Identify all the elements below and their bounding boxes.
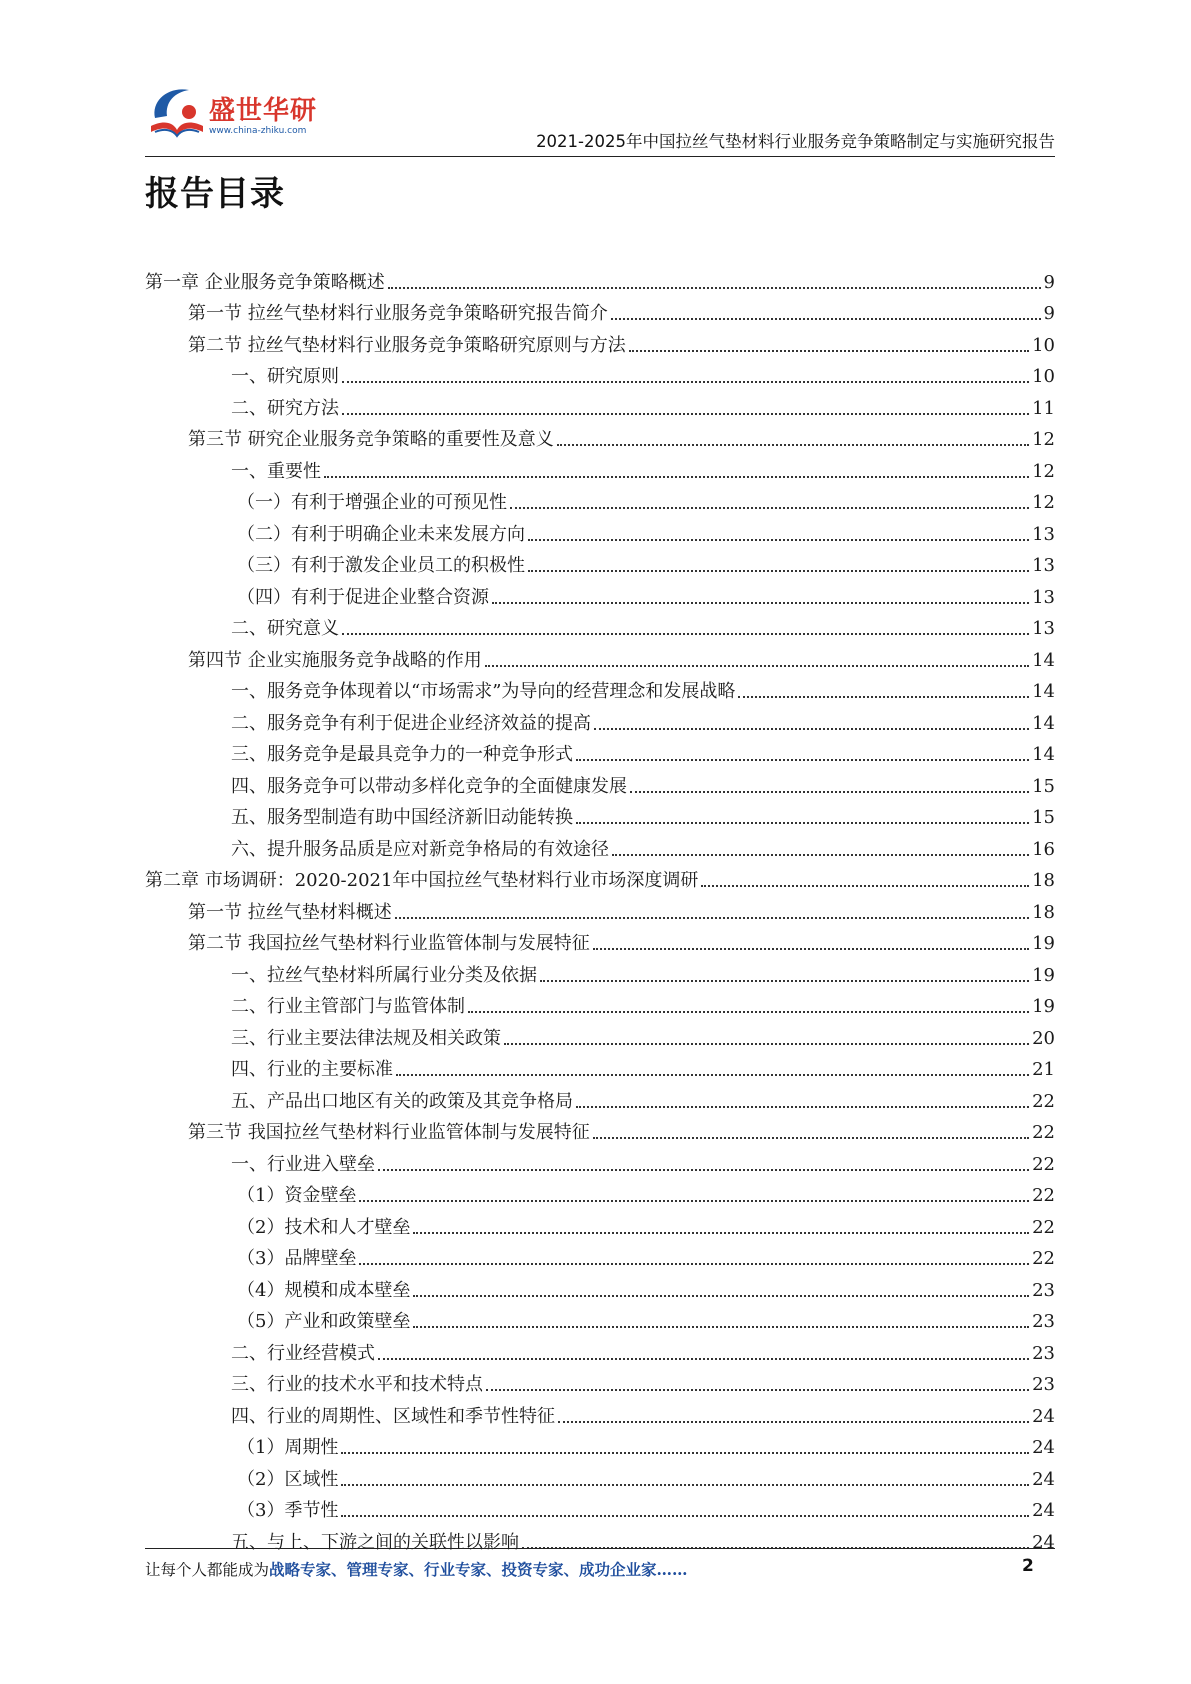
toc-entry-title: 二、行业经营模式 [231, 1342, 375, 1364]
toc-entry-title: （四）有利于促进企业整合资源 [237, 586, 489, 608]
toc-leader-dots [341, 1484, 1029, 1486]
toc-leader-dots [359, 1200, 1029, 1202]
toc-entry-title: 第一章 企业服务竞争策略概述 [145, 271, 385, 293]
toc-entry-title: 第三节 研究企业服务竞争策略的重要性及意义 [188, 429, 554, 450]
toc-leader-dots [341, 1515, 1029, 1517]
toc-entry[interactable] [145, 1396, 1055, 1428]
toc-leader-dots [738, 696, 1029, 698]
toc-entry-page: 24 [1032, 1468, 1055, 1490]
toc-entry-page: 14 [1032, 712, 1055, 734]
toc-entry[interactable] [145, 357, 1055, 389]
toc-entry-page: 12 [1032, 460, 1055, 482]
toc-entry[interactable] [145, 735, 1055, 767]
toc-entry[interactable] [145, 1207, 1055, 1239]
toc-entry-title: 三、服务竞争是最具竞争力的一种竞争形式 [231, 744, 573, 765]
toc-entry-title: 二、行业主管部门与监管体制 [231, 996, 465, 1017]
toc-entry-page: 14 [1032, 744, 1055, 765]
toc-entry[interactable] [145, 451, 1055, 483]
toc-entry-title: （4）规模和成本壁垒 [237, 1279, 411, 1301]
toc-entry-page: 13 [1032, 555, 1055, 576]
logo-name: 盛世华研 [209, 96, 318, 126]
footer-slogan-prefix: 让每个人都能成为 [145, 1561, 270, 1579]
toc-entry-page: 22 [1032, 1185, 1055, 1206]
toc-entry-title: （2）区域性 [237, 1468, 339, 1490]
toc-entry-page: 22 [1032, 1122, 1055, 1143]
toc-leader-dots [558, 1421, 1029, 1423]
toc-entry[interactable] [145, 861, 1055, 893]
toc-entry[interactable] [145, 483, 1055, 515]
toc-entry-title: 四、行业的周期性、区域性和季节性特征 [231, 1405, 555, 1427]
toc-entry[interactable] [145, 1144, 1055, 1176]
toc-entry-title: 第二节 拉丝气垫材料行业服务竞争策略研究原则与方法 [188, 334, 626, 356]
logo-url: www.china-zhiku.com [209, 126, 307, 136]
toc-entry-page: 24 [1032, 1500, 1055, 1521]
toc-entry-page: 23 [1032, 1342, 1055, 1364]
toc-entry-page: 9 [1043, 303, 1055, 324]
toc-entry-title: （二）有利于明确企业未来发展方向 [237, 523, 525, 545]
toc-entry[interactable] [145, 1018, 1055, 1050]
toc-entry[interactable] [145, 1239, 1055, 1271]
toc-entry-page: 13 [1032, 618, 1055, 639]
toc-entry[interactable] [145, 262, 1055, 294]
toc-entry-page: 11 [1032, 397, 1055, 419]
toc-leader-dots [528, 539, 1029, 541]
toc-leader-dots [485, 665, 1029, 667]
toc-entry-page: 13 [1032, 586, 1055, 608]
toc-entry[interactable] [145, 1365, 1055, 1397]
toc-entry-page: 24 [1032, 1405, 1055, 1427]
toc-entry-page: 19 [1032, 933, 1055, 954]
toc-entry-title: 第三节 我国拉丝气垫材料行业监管体制与发展特征 [188, 1122, 590, 1143]
toc-entry[interactable] [145, 325, 1055, 357]
toc-entry[interactable] [145, 1270, 1055, 1302]
toc-entry-title: 三、行业主要法律法规及相关政策 [231, 1027, 501, 1049]
toc-leader-dots [576, 822, 1029, 824]
toc-entry[interactable] [145, 766, 1055, 798]
toc-leader-dots [611, 318, 1041, 320]
toc-entry-page: 14 [1032, 681, 1055, 702]
toc-entry-page: 15 [1032, 807, 1055, 828]
toc-entry-page: 14 [1032, 649, 1055, 671]
toc-entry-page: 12 [1032, 429, 1055, 450]
toc-entry-page: 22 [1032, 1090, 1055, 1112]
toc-leader-dots [486, 1389, 1029, 1391]
toc-entry-page: 21 [1032, 1059, 1055, 1080]
toc-entry-title: （3）品牌壁垒 [237, 1248, 357, 1269]
toc-entry-title: 二、研究方法 [231, 397, 339, 419]
toc-entry-page: 13 [1032, 523, 1055, 545]
toc-leader-dots [594, 728, 1029, 730]
footer-divider [145, 1548, 1055, 1549]
toc-entry[interactable] [145, 609, 1055, 641]
toc-entry-page: 23 [1032, 1311, 1055, 1332]
toc-entry-title: 第二节 我国拉丝气垫材料行业监管体制与发展特征 [188, 933, 590, 954]
toc-entry-title: （2）技术和人才壁垒 [237, 1216, 411, 1238]
toc-entry-page: 12 [1032, 492, 1055, 513]
toc-leader-dots [593, 1137, 1029, 1139]
toc-entry-page: 22 [1032, 1153, 1055, 1175]
toc-leader-dots [492, 602, 1029, 604]
toc-leader-dots [576, 759, 1029, 761]
toc-entry[interactable] [145, 1333, 1055, 1365]
toc-entry-title: 一、服务竞争体现着以“市场需求”为导向的经营理念和发展战略 [231, 681, 736, 702]
toc-entry-page: 23 [1032, 1374, 1055, 1395]
brand-logo [145, 82, 335, 146]
toc-leader-dots [395, 917, 1029, 919]
toc-entry-title: （5）产业和政策壁垒 [237, 1311, 411, 1332]
toc-leader-dots [396, 1074, 1029, 1076]
toc-entry-title: 一、拉丝气垫材料所属行业分类及依据 [231, 964, 537, 986]
toc-entry-title: 二、服务竞争有利于促进企业经济效益的提高 [231, 712, 591, 734]
report-title: 2021-2025年中国拉丝气垫材料行业服务竞争策略制定与实施研究报告 [536, 132, 1055, 151]
book-swoosh-logo-icon [145, 82, 207, 144]
toc-entry[interactable] [145, 672, 1055, 704]
toc-entry[interactable] [145, 1081, 1055, 1113]
toc-entry[interactable] [145, 1176, 1055, 1208]
footer-slogan-emphasis: 战略专家、管理专家、行业专家、投资专家、成功企业家…… [269, 1560, 688, 1579]
page-header [145, 78, 1055, 158]
toc-leader-dots [342, 381, 1029, 383]
toc-entry[interactable] [145, 703, 1055, 735]
toc-entry-title: 四、服务竞争可以带动多样化竞争的全面健康发展 [231, 775, 627, 797]
toc-entry-title: 第四节 企业实施服务竞争战略的作用 [188, 649, 482, 671]
toc-leader-dots [576, 1106, 1029, 1108]
toc-leader-dots [629, 350, 1029, 352]
toc-entry-page: 23 [1032, 1279, 1055, 1301]
toc-entry-page: 9 [1043, 271, 1055, 293]
toc-leader-dots [528, 570, 1029, 572]
toc-entry-title: （3）季节性 [237, 1500, 339, 1521]
toc-entry-title: 四、行业的主要标准 [231, 1059, 393, 1080]
toc-entry-title: （三）有利于激发企业员工的积极性 [237, 555, 525, 576]
toc-leader-dots [593, 948, 1029, 950]
toc-entry-title: 第一节 拉丝气垫材料行业服务竞争策略研究报告简介 [188, 303, 608, 324]
toc-entry[interactable] [145, 1428, 1055, 1460]
toc-entry[interactable] [145, 892, 1055, 924]
toc-leader-dots [413, 1232, 1029, 1234]
toc-heading: 报告目录 [145, 174, 285, 214]
toc-entry-title: 二、研究意义 [231, 618, 339, 639]
toc-leader-dots [388, 287, 1041, 289]
footer-slogan [145, 1558, 688, 1580]
toc-entry-title: （一）有利于增强企业的可预见性 [237, 492, 507, 513]
toc-entry[interactable] [145, 640, 1055, 672]
toc-entry[interactable] [145, 829, 1055, 861]
toc-entry[interactable] [145, 577, 1055, 609]
page-number: 2 [1022, 1556, 1034, 1576]
toc-entry-title: 第二章 市场调研：2020-2021年中国拉丝气垫材料行业市场深度调研 [145, 870, 699, 891]
toc-entry-title: （1）周期性 [237, 1437, 339, 1458]
toc-entry[interactable] [145, 388, 1055, 420]
toc-entry-page: 18 [1032, 870, 1055, 891]
toc-leader-dots [557, 444, 1029, 446]
toc-entry-page: 18 [1032, 901, 1055, 923]
toc-entry-page: 24 [1032, 1531, 1055, 1553]
toc-leader-dots [510, 507, 1029, 509]
toc-entry[interactable] [145, 987, 1055, 1019]
toc-entry-page: 10 [1032, 334, 1055, 356]
toc-leader-dots [504, 1043, 1029, 1045]
toc-entry[interactable] [145, 955, 1055, 987]
toc-leader-dots [468, 1011, 1029, 1013]
toc-leader-dots [378, 1358, 1029, 1360]
header-divider [145, 156, 1055, 157]
toc-leader-dots [701, 885, 1029, 887]
toc-entry-title: 一、研究原则 [231, 366, 339, 387]
toc-entry-page: 10 [1032, 366, 1055, 387]
toc-entry[interactable] [145, 514, 1055, 546]
toc-entry-page: 19 [1032, 964, 1055, 986]
toc-entry-title: 一、行业进入壁垒 [231, 1153, 375, 1175]
toc-leader-dots [413, 1295, 1029, 1297]
toc-entry[interactable] [145, 1459, 1055, 1491]
toc-entry[interactable] [145, 1113, 1055, 1145]
toc-leader-dots [378, 1169, 1029, 1171]
toc-entry-page: 20 [1032, 1027, 1055, 1049]
toc-leader-dots [341, 1452, 1029, 1454]
toc-entry[interactable] [145, 1491, 1055, 1523]
toc-leader-dots [413, 1326, 1029, 1328]
toc-leader-dots [342, 413, 1029, 415]
toc-entry-title: 三、行业的技术水平和技术特点 [231, 1374, 483, 1395]
toc-entry[interactable] [145, 1050, 1055, 1082]
toc-entry-page: 22 [1032, 1216, 1055, 1238]
toc-leader-dots [342, 633, 1029, 635]
table-of-contents [145, 262, 1055, 1554]
toc-leader-dots [540, 980, 1029, 982]
toc-entry[interactable] [145, 924, 1055, 956]
toc-entry-title: 五、产品出口地区有关的政策及其竞争格局 [231, 1090, 573, 1112]
toc-entry[interactable] [145, 294, 1055, 326]
toc-entry[interactable] [145, 546, 1055, 578]
toc-leader-dots [612, 854, 1029, 856]
toc-entry-page: 22 [1032, 1248, 1055, 1269]
toc-entry-title: 第一节 拉丝气垫材料概述 [188, 901, 392, 923]
toc-entry-title: 五、与上、下游之间的关联性以影响 [231, 1531, 519, 1553]
toc-entry-page: 19 [1032, 996, 1055, 1017]
toc-leader-dots [630, 791, 1029, 793]
toc-entry-title: 六、提升服务品质是应对新竞争格局的有效途径 [231, 838, 609, 860]
toc-entry[interactable] [145, 798, 1055, 830]
toc-entry-title: 五、服务型制造有助中国经济新旧动能转换 [231, 807, 573, 828]
toc-leader-dots [359, 1263, 1029, 1265]
toc-entry[interactable] [145, 1302, 1055, 1334]
toc-entry-page: 15 [1032, 775, 1055, 797]
toc-leader-dots [324, 476, 1029, 478]
toc-entry-page: 24 [1032, 1437, 1055, 1458]
toc-entry-title: （1）资金壁垒 [237, 1185, 357, 1206]
toc-entry-page: 16 [1032, 838, 1055, 860]
toc-entry-title: 一、重要性 [231, 460, 321, 482]
toc-entry[interactable] [145, 420, 1055, 452]
